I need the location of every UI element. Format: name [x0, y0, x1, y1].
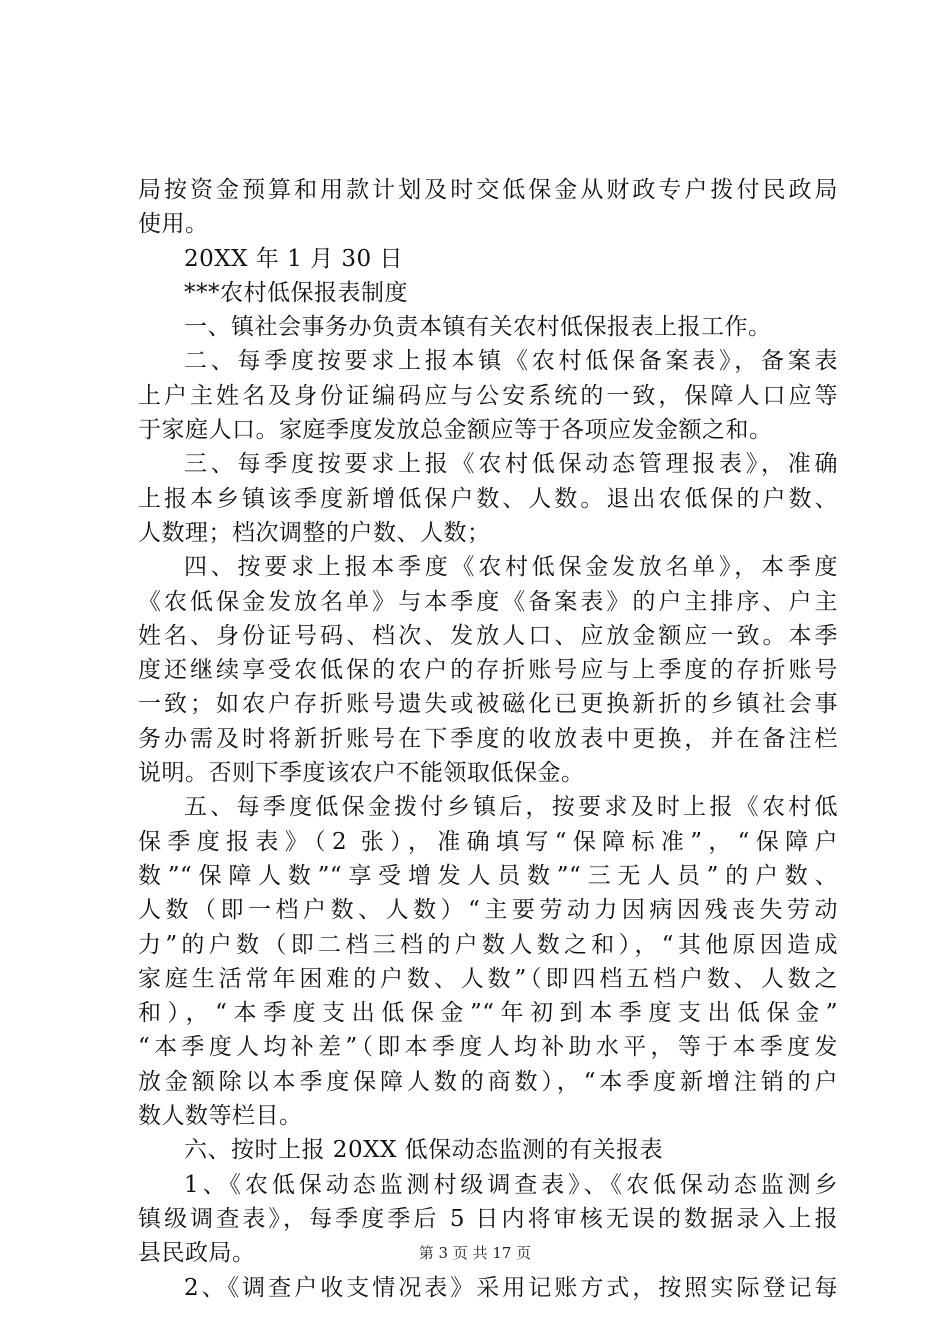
text-line: 上户主姓名及身份证编码应与公安系统的一致，保障人口应等 — [138, 382, 838, 409]
page-footer: 第 3 页 共 17 页 — [418, 1244, 532, 1262]
text-line: 度还继续享受农低保的农户的存折账号应与上季度的存折账号 — [138, 657, 838, 684]
text-line: 务办需及时将新折账号在下季度的收放表中更换，并在备注栏 — [138, 725, 838, 752]
text-line: 五、每季度低保金拨付乡镇后，按要求及时上报《农村低 — [184, 794, 838, 821]
text-line: 四、按要求上报本季度《农村低保金发放名单》，本季度 — [184, 554, 838, 581]
text-line: 县民政局。 — [138, 1240, 256, 1267]
text-line: 三、每季度按要求上报《农村低保动态管理报表》，准确 — [184, 451, 838, 478]
text-line: 数”“保障人数”“享受增发人员数”“三无人员”的户数、 — [138, 862, 838, 889]
text-line: 局按资金预算和用款计划及时交低保金从财政专户拨付民政局 — [138, 177, 838, 203]
text-line: 保季度报表》（2 张），准确填写“保障标准”，“保障户 — [138, 828, 838, 855]
text-line: 人数理；档次调整的户数、人数； — [138, 519, 491, 546]
document-body — [138, 173, 838, 1305]
text-line: 力”的户数（即二档三档的户数人数之和），“其他原因造成 — [138, 931, 838, 958]
text-line: 家庭生活常年困难的户数、人数”（即四档五档户数、人数之 — [138, 965, 838, 992]
text-line: 2、《调查户收支情况表》采用记账方式，按照实际登记每 — [184, 1274, 838, 1301]
text-line: 姓名、身份证号码、档次、发放人口、应放金额应一致。本季 — [138, 622, 838, 649]
text-line: 镇级调查表》，每季度季后 5 日内将审核无误的数据录入上报 — [138, 1205, 838, 1232]
text-line: 说明。否则下季度该农户不能领取低保金。 — [138, 760, 585, 787]
text-line: 人数（即一档户数、人数）“主要劳动力因病因残丧失劳动 — [138, 897, 838, 924]
text-line: 数人数等栏目。 — [138, 1103, 303, 1130]
text-line: 使用。 — [138, 211, 209, 238]
text-line: 《农低保金发放名单》与本季度《备案表》的户主排序、户主 — [138, 588, 838, 615]
text-line: 放金额除以本季度保障人数的商数），“本季度新增注销的户 — [138, 1068, 838, 1095]
text-line: 一、镇社会事务办负责本镇有关农村低保报表上报工作。 — [184, 314, 772, 341]
text-line: ***农村低保报表制度 — [184, 279, 408, 306]
text-line: 六、按时上报 20XX 低保动态监测的有关报表 — [184, 1137, 664, 1164]
text-line: 1、《农低保动态监测村级调查表》、《农低保动态监测乡 — [184, 1171, 838, 1198]
text-line: 二、每季度按要求上报本镇《农村低保备案表》，备案表 — [184, 348, 838, 375]
text-line: 于家庭人口。家庭季度发放总金额应等于各项应发金额之和。 — [138, 417, 773, 444]
text-line: 和），“本季度支出低保金”“年初到本季度支出低保金” — [138, 1000, 838, 1027]
text-line: 20XX 年 1 月 30 日 — [184, 245, 403, 272]
text-line: “本季度人均补差”（即本季度人均补助水平，等于本季度发 — [138, 1034, 838, 1061]
text-line: 上报本乡镇该季度新增低保户数、人数。退出农低保的户数、 — [138, 485, 838, 512]
text-line: 一致；如农户存折账号遗失或被磁化已更换新折的乡镇社会事 — [138, 691, 838, 718]
